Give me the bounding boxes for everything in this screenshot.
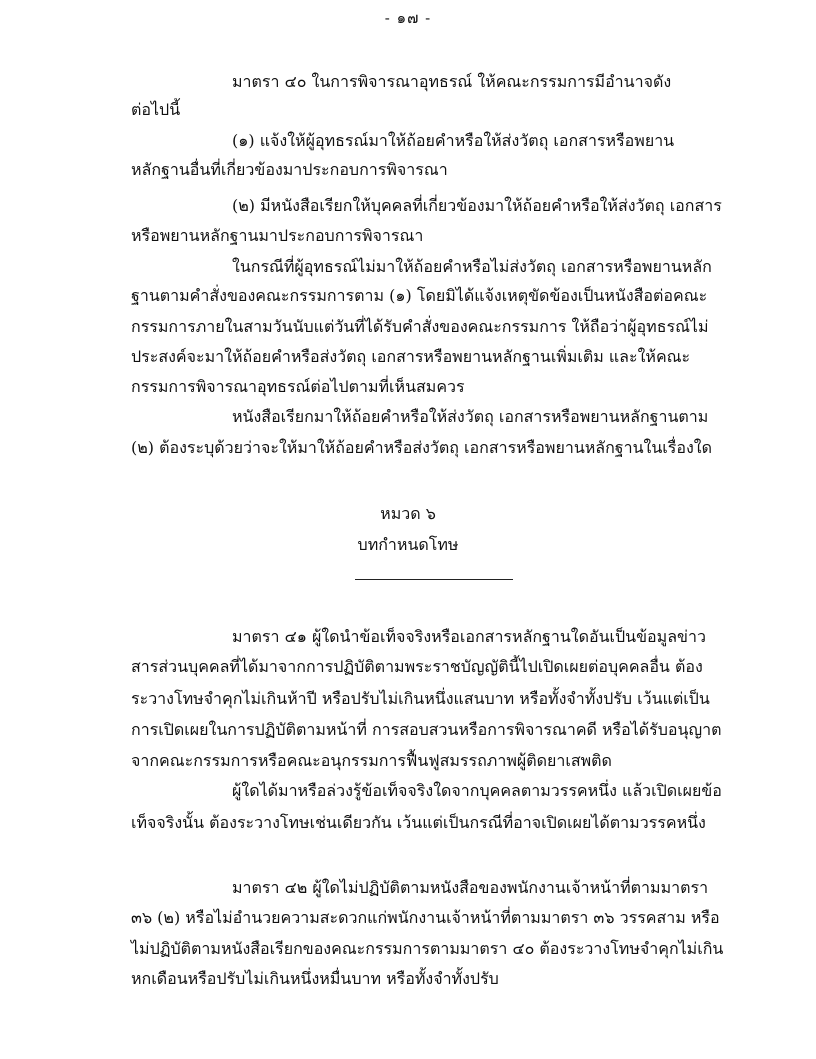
section-41-line: มาตรา ๔๑ ผู้ใดนำข้อเท็จจริงหรือเอกสารหลักฐานใดอันเป็นข้อมูลข่าว <box>232 627 706 646</box>
chapter-number: หมวด ๖ <box>380 504 436 523</box>
chapter-title: บทกำหนดโทษ <box>357 535 459 554</box>
section-40-line: ฐานตามคำสั่งของคณะกรรมการตาม (๑) โดยมิได้แจ้งเหตุขัดข้องเป็นหนังสือต่อคณะ <box>131 286 708 305</box>
section-41-line: เท็จจริงนั้น ต้องระวางโทษเช่นเดียวกัน เว้นแต่เป็นกรณีที่อาจเปิดเผยได้ตามวรรคหนึ่ง <box>131 813 706 832</box>
section-40-line: ต่อไปนี้ <box>131 100 181 119</box>
section-40-line: ในกรณีที่ผู้อุทธรณ์ไม่มาให้ถ้อยคำหรือไม่ส่งวัตถุ เอกสารหรือพยานหลัก <box>232 257 712 276</box>
section-42-line: ไม่ปฏิบัติตามหนังสือเรียกของคณะกรรมการตามมาตรา ๔๐ ต้องระวางโทษจำคุกไม่เกิน <box>131 939 724 958</box>
section-42-line: ๓๖ (๒) หรือไม่อำนวยความสะดวกแก่พนักงานเจ้าหน้าที่ตามมาตรา ๓๖ วรรคสาม หรือ <box>131 908 720 927</box>
section-41-line: ระวางโทษจำคุกไม่เกินห้าปี หรือปรับไม่เกินหนึ่งแสนบาท หรือทั้งจำทั้งปรับ เว้นแต่เป็น <box>131 689 710 708</box>
section-42-line: มาตรา ๔๒ ผู้ใดไม่ปฏิบัติตามหนังสือของพนักงานเจ้าหน้าที่ตามมาตรา <box>232 878 709 897</box>
section-41-line: ผู้ใดได้มาหรือล่วงรู้ข้อเท็จจริงใดจากบุคคลตามวรรคหนึ่ง แล้วเปิดเผยข้อ <box>232 781 722 800</box>
section-40-line: (๒) มีหนังสือเรียกให้บุคคลที่เกี่ยวข้องมาให้ถ้อยคำหรือให้ส่งวัตถุ เอกสาร <box>232 196 722 215</box>
section-40-line: (๑) แจ้งให้ผู้อุทธรณ์มาให้ถ้อยคำหรือให้ส่งวัตถุ เอกสารหรือพยาน <box>232 131 675 150</box>
page-number: - ๑๗ - <box>384 9 432 27</box>
section-42-line: หกเดือนหรือปรับไม่เกินหนึ่งหมื่นบาท หรือทั้งจำทั้งปรับ <box>131 969 499 988</box>
section-40-line: ประสงค์จะมาให้ถ้อยคำหรือส่งวัตถุ เอกสารหรือพยานหลักฐานเพิ่มเติม และให้คณะ <box>131 347 691 366</box>
section-40-line: หรือพยานหลักฐานมาประกอบการพิจารณา <box>131 226 424 245</box>
heading-divider <box>355 579 513 580</box>
section-40-line: มาตรา ๔๐ ในการพิจารณาอุทธรณ์ ให้คณะกรรมการมีอำนาจดัง <box>232 72 672 91</box>
section-40-line: กรรมการพิจารณาอุทธรณ์ต่อไปตามที่เห็นสมควร <box>131 377 465 396</box>
section-40-line: หนังสือเรียกมาให้ถ้อยคำหรือให้ส่งวัตถุ เอกสารหรือพยานหลักฐานตาม <box>232 407 709 426</box>
section-40-line: กรรมการภายในสามวันนับแต่วันที่ได้รับคำสั่งของคณะกรรมการ ให้ถือว่าผู้อุทธรณ์ไม่ <box>131 317 709 336</box>
section-40-line: หลักฐานอื่นที่เกี่ยวข้องมาประกอบการพิจารณา <box>131 160 448 179</box>
section-41-line: สารส่วนบุคคลที่ได้มาจากการปฏิบัติตามพระราชบัญญัตินี้ไปเปิดเผยต่อบุคคลอื่น ต้อง <box>131 657 703 676</box>
section-41-line: การเปิดเผยในการปฏิบัติตามหน้าที่ การสอบสวนหรือการพิจารณาคดี หรือได้รับอนุญาต <box>131 720 722 739</box>
section-40-line: (๒) ต้องระบุด้วยว่าจะให้มาให้ถ้อยคำหรือส่งวัตถุ เอกสารหรือพยานหลักฐานในเรื่องใด <box>131 438 712 457</box>
section-41-line: จากคณะกรรมการหรือคณะอนุกรรมการฟื้นฟูสมรรถภาพผู้ติดยาเสพติด <box>131 751 612 770</box>
